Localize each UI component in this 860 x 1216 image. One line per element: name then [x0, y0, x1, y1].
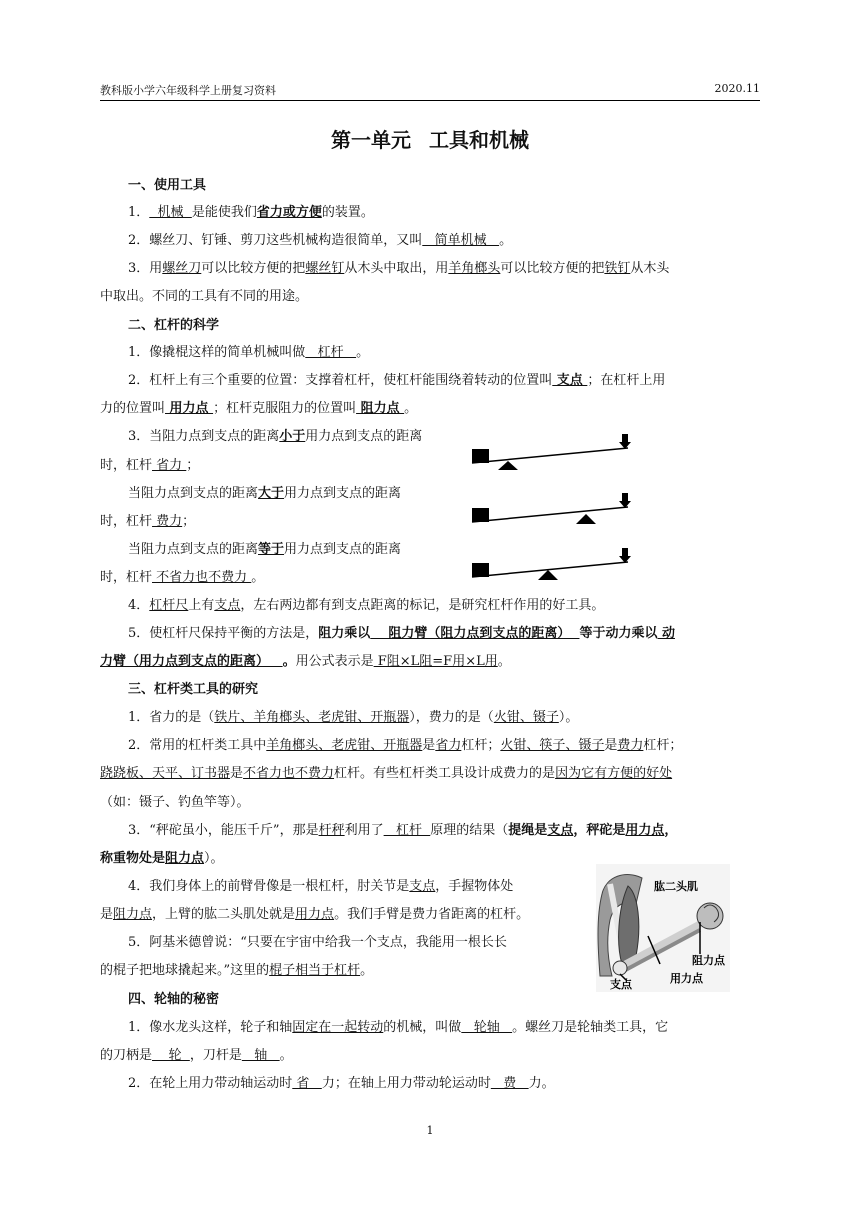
force-arrow-icon	[619, 434, 631, 449]
page-title	[0, 124, 860, 153]
header-left: 教科版小学六年级科学上册复习资料	[100, 84, 276, 97]
s3-line-6: 称重物处是阻力点）。	[100, 851, 224, 866]
section-heading-2: 二、杠杆的科学	[128, 318, 220, 333]
force-arrow-icon	[619, 548, 631, 563]
s4-line-3: 2．在轮上用力带动轴运动时 省 力；在轴上用力带动轮运动时 费 力。	[128, 1076, 555, 1091]
s4-line-2: 的刀柄是 轮 ，刀杆是 轴 。	[100, 1048, 293, 1063]
s2-line-2: 2．杠杆上有三个重要的位置：支撑着杠杆，使杠杆能围绕着转动的位置叫 支点 ；在杠杆上用	[128, 373, 666, 388]
lever-bar	[472, 507, 628, 522]
header-right: 2020.11	[714, 82, 760, 95]
fulcrum-triangle	[538, 570, 558, 580]
lever-diagrams	[470, 430, 635, 588]
lever-diagram-costs-effort	[472, 493, 631, 524]
fulcrum-triangle	[498, 461, 518, 470]
force-arrow-icon	[619, 493, 631, 508]
s3-line-10: 的棍子把地球撬起来。”这里的棍子相当于杠杆。	[100, 963, 374, 978]
s3-line-4: （如：镊子、钓鱼竿等）。	[100, 795, 250, 810]
lever-diagram-balanced	[472, 548, 631, 580]
page-number: 1	[426, 1124, 434, 1137]
label-biceps: 肱二头肌	[654, 880, 698, 893]
s1-line-1: 1． 机械 是能使我们省力或方便的装置。	[128, 205, 374, 220]
s3-line-1: 1．省力的是（铁片、羊角榔头、老虎钳、开瓶器），费力的是（火钳、镊子）。	[128, 710, 579, 725]
s4-line-1: 1．像水龙头这样，轮子和轴固定在一起转动的机械，叫做 轮轴 。螺丝刀是轮轴类工具，它	[128, 1020, 669, 1035]
s1-line-3: 3．用螺丝刀可以比较方便的把螺丝钉从木头中取出，用羊角榔头可以比较方便的把铁钉从木头	[128, 261, 670, 276]
title-unit: 第一单元	[331, 128, 411, 152]
s2-line-3: 力的位置叫 用力点 ；杠杆克服阻力的位置叫 阻力点 。	[100, 401, 418, 416]
s1-line-4: 中取出。不同的工具有不同的用途。	[100, 289, 309, 304]
s2-line-12: 力臂（用力点到支点的距离） 。用公式表示是 F阻×L阻=F用×L用。	[100, 654, 511, 669]
s3-line-9: 5．阿基米德曾说：“只要在宇宙中给我一个支点，我能用一根长长	[128, 935, 507, 950]
section-heading-4: 四、轮轴的秘密	[128, 992, 220, 1007]
section-heading-1: 一、使用工具	[128, 178, 207, 193]
s3-line-8: 是阻力点，上臂的肱二头肌处就是用力点。我们手臂是费力省距离的杠杆。	[100, 907, 530, 922]
s3-line-3: 跷跷板、天平、订书器是不省力也不费力杠杆。有些杠杆类工具设计成费力的是因为它有方便的好处	[100, 766, 673, 781]
elbow-joint	[613, 961, 627, 975]
label-effort: 用力点	[670, 972, 703, 985]
title-topic: 工具和机械	[429, 128, 529, 152]
s2-line-1: 1．像撬棍这样的简单机械叫做 杠杆 。	[128, 345, 370, 360]
fulcrum-triangle	[576, 514, 596, 524]
s3-line-2: 2．常用的杠杆类工具中羊角榔头、老虎钳、开瓶器是省力杠杆；火钳、筷子、镊子是费力杠杆；	[128, 738, 683, 753]
s2-line-5: 时，杠杆 省力 ；	[100, 458, 200, 473]
lever-bar	[472, 448, 628, 463]
fist-with-object	[697, 903, 723, 929]
s2-line-6: 当阻力点到支点的距离大于用力点到支点的距离	[128, 486, 402, 501]
s2-line-10: 4．杠杆尺上有支点，左右两边都有到支点距离的标记，是研究杠杆作用的好工具。	[128, 598, 605, 613]
s1-line-2: 2．螺丝刀、钉锤、剪刀这些机械构造很简单，又叫 简单机械 。	[128, 233, 513, 248]
s2-line-11: 5．使杠杆尺保持平衡的方法是，阻力乘以 阻力臂（阻力点到支点的距离） 等于动力乘以 动	[128, 626, 675, 641]
arm-lever-figure	[596, 864, 730, 992]
label-resistance: 阻力点	[692, 954, 725, 967]
s3-line-7: 4．我们身体上的前臂骨像是一根杠杆，肘关节是支点，手握物体处	[128, 879, 514, 894]
s2-line-9: 时，杠杆 不省力也不费力 。	[100, 570, 265, 585]
label-fulcrum: 支点	[610, 978, 632, 991]
s2-line-8: 当阻力点到支点的距离等于用力点到支点的距离	[128, 542, 402, 557]
s2-line-7: 时，杠杆 费力；	[100, 514, 196, 529]
s2-line-4: 3．当阻力点到支点的距离小于用力点到支点的距离	[128, 429, 423, 444]
lever-diagram-saves-effort	[472, 434, 631, 470]
s3-line-5: 3．“秤砣虽小，能压千斤”，那是杆秤利用了 杠杆 原理的结果（提绳是支点，秤砣是用力点，	[128, 823, 678, 838]
page-header	[100, 82, 760, 101]
section-heading-3: 三、杠杆类工具的研究	[128, 682, 259, 697]
